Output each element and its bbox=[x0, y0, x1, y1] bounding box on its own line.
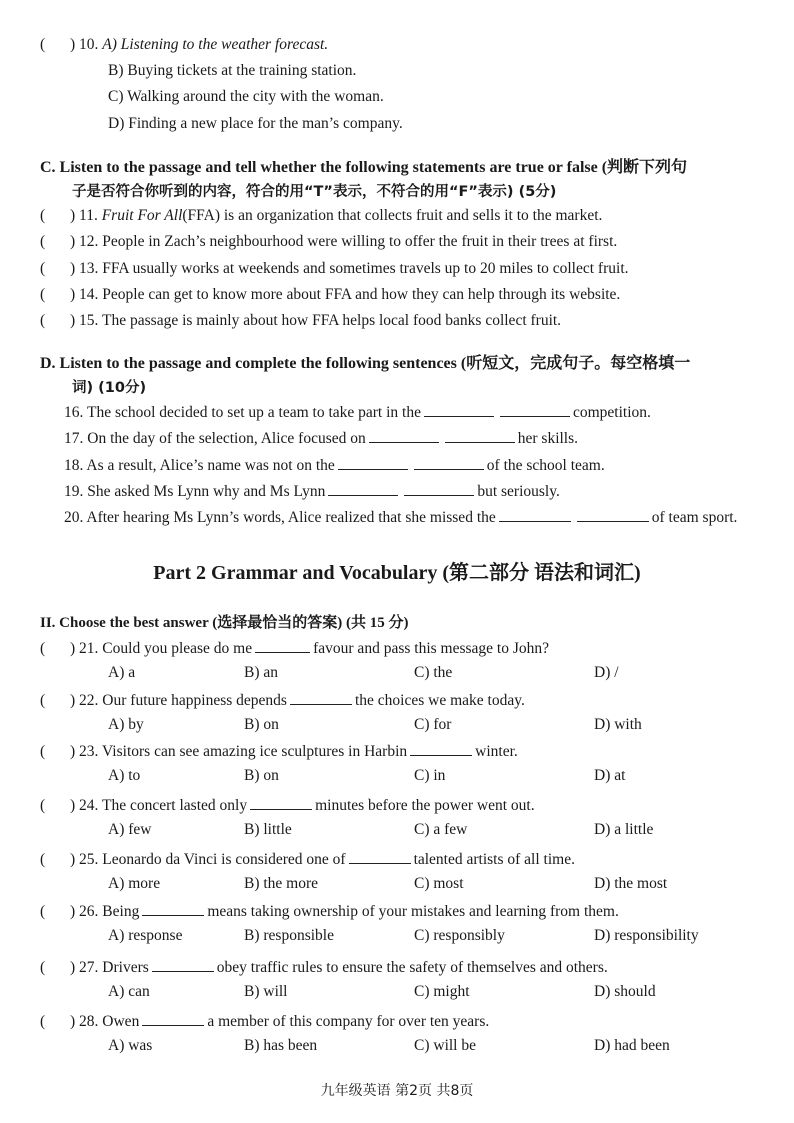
answer-option: D) a little bbox=[594, 821, 654, 838]
answer-option: C) responsibly bbox=[414, 927, 505, 944]
answer-paren[interactable]: ( bbox=[40, 959, 46, 976]
statement-item: ( ) 11. Fruit For All(FFA) is an organization that collects fruit and sells it to the market. bbox=[40, 207, 603, 224]
question-number: ) 27. bbox=[70, 959, 99, 976]
question-number: ) 23. bbox=[70, 743, 99, 760]
answer-paren[interactable]: ( bbox=[40, 743, 46, 760]
question-text: favour and pass this message to John? bbox=[313, 640, 550, 657]
answer-option: B) will bbox=[244, 983, 288, 1000]
answer-option: C) will be bbox=[414, 1037, 476, 1054]
answer-blank[interactable] bbox=[414, 455, 484, 470]
sentence-item: 18. As a result, Alice’s name was not on the of the school team. bbox=[64, 457, 605, 474]
option-b: B) Buying tickets at the training station. bbox=[108, 62, 357, 79]
sentence-item: 16. The school decided to set up a team to take part in the competition. bbox=[64, 404, 651, 421]
question-number: ) 28. bbox=[70, 1013, 99, 1030]
question-text: The concert lasted only bbox=[102, 797, 248, 814]
answer-blank bbox=[152, 957, 214, 972]
question-text: obey traffic rules to ensure the safety of themselves and others. bbox=[216, 959, 608, 976]
section-ii-title: II. Choose the best answer (选择最恰当的答案) (共 15 分) bbox=[40, 615, 409, 631]
question-number: ) 24. bbox=[70, 797, 99, 814]
answer-option: B) on bbox=[244, 716, 279, 733]
answer-blank[interactable] bbox=[445, 428, 515, 443]
answer-paren[interactable]: ( bbox=[40, 640, 46, 657]
answer-option: C) most bbox=[414, 875, 464, 892]
answer-blank bbox=[410, 741, 472, 756]
question-text: talented artists of all time. bbox=[413, 851, 575, 868]
question-text: the choices we make today. bbox=[354, 692, 525, 709]
statement-item: ( ) 14. People can get to know more about FFA and how they can help through its website. bbox=[40, 286, 621, 303]
answer-option: D) the most bbox=[594, 875, 668, 892]
answer-paren[interactable]: ( bbox=[40, 1013, 46, 1030]
answer-option: B) an bbox=[244, 664, 279, 681]
question-stem bbox=[40, 849, 575, 869]
part-2-title: Part 2 Grammar and Vocabulary (第二部分 语法和词汇) bbox=[153, 562, 641, 584]
statement-item: ( ) 15. The passage is mainly about how FFA helps local food banks collect fruit. bbox=[40, 312, 562, 329]
answer-paren[interactable]: ( bbox=[40, 903, 46, 920]
answer-option: A) by bbox=[108, 716, 144, 733]
statement-item: ( ) 12. People in Zach’s neighbourhood were willing to offer the fruit in their trees at first. bbox=[40, 233, 618, 250]
question-text: Leonardo da Vinci is considered one of bbox=[102, 851, 346, 868]
section-d-title: D. Listen to the passage and complete the following sentences (听短文，完成句子。每空格填一 bbox=[40, 355, 691, 372]
sentence-item: 17. On the day of the selection, Alice focused on her skills. bbox=[64, 430, 579, 447]
option-c: C) Walking around the city with the woman. bbox=[108, 88, 384, 105]
question-text: minutes before the power went out. bbox=[315, 797, 535, 814]
answer-option: D) had been bbox=[594, 1037, 670, 1054]
sentence-item: 20. After hearing Ms Lynn’s words, Alice realized that she missed the of team sport. bbox=[64, 509, 738, 526]
answer-option: C) a few bbox=[414, 821, 468, 838]
question-text: a member of this company for over ten years. bbox=[207, 1013, 490, 1030]
question-number: ) 21. bbox=[70, 640, 99, 657]
question-number: ) 22. bbox=[70, 692, 99, 709]
answer-blank[interactable] bbox=[404, 481, 474, 496]
answer-blank bbox=[290, 690, 352, 705]
page-footer: 九年级英语 第2页 共8页 bbox=[320, 1083, 474, 1099]
option-a: A) Listening to the weather forecast. bbox=[102, 36, 329, 53]
answer-option: C) the bbox=[414, 664, 453, 681]
answer-blank bbox=[142, 901, 204, 916]
answer-blank[interactable] bbox=[328, 481, 398, 496]
question-number: ) 26. bbox=[70, 903, 99, 920]
answer-option: B) on bbox=[244, 767, 279, 784]
answer-blank[interactable] bbox=[577, 507, 649, 522]
answer-blank bbox=[250, 795, 312, 810]
question-text: Could you please do me bbox=[102, 640, 253, 657]
answer-option: A) was bbox=[108, 1037, 153, 1054]
answer-option: A) more bbox=[108, 875, 161, 892]
question-number: ) 10. bbox=[70, 36, 99, 53]
question-stem bbox=[40, 1011, 489, 1031]
answer-option: A) can bbox=[108, 983, 150, 1000]
statement-item: ( ) 13. FFA usually works at weekends and sometimes travels up to 20 miles to collect fruit. bbox=[40, 260, 629, 277]
answer-option: B) little bbox=[244, 821, 292, 838]
section-c-title: C. Listen to the passage and tell whether the following statements are true or false (判断下列句 bbox=[40, 159, 688, 176]
answer-option: A) response bbox=[108, 927, 183, 944]
answer-blank bbox=[349, 849, 411, 864]
answer-option: C) might bbox=[414, 983, 470, 1000]
answer-option: A) a bbox=[108, 664, 136, 681]
question-text: winter. bbox=[475, 743, 518, 760]
answer-blank[interactable] bbox=[369, 428, 439, 443]
answer-paren[interactable]: ( bbox=[40, 851, 46, 868]
answer-option: D) should bbox=[594, 983, 656, 1000]
question-stem bbox=[40, 957, 608, 977]
sentence-item: 19. She asked Ms Lynn why and Ms Lynn but seriously. bbox=[64, 483, 560, 500]
question-text: Being bbox=[102, 903, 140, 920]
q10-stem bbox=[40, 36, 328, 54]
answer-option: B) has been bbox=[244, 1037, 318, 1054]
answer-option: A) to bbox=[108, 767, 141, 784]
answer-option: D) with bbox=[594, 716, 642, 733]
question-text: Visitors can see amazing ice sculptures in Harbin bbox=[102, 743, 408, 760]
answer-option: D) responsibility bbox=[594, 927, 699, 944]
answer-blank[interactable] bbox=[338, 455, 408, 470]
answer-blank[interactable] bbox=[499, 507, 571, 522]
answer-blank[interactable] bbox=[424, 402, 494, 417]
answer-blank[interactable] bbox=[500, 402, 570, 417]
question-stem bbox=[40, 901, 619, 921]
question-text: means taking ownership of your mistakes and learning from them. bbox=[207, 903, 619, 920]
answer-paren[interactable]: ( bbox=[40, 797, 46, 814]
answer-blank bbox=[142, 1011, 204, 1026]
answer-option: B) the more bbox=[244, 875, 319, 892]
question-stem bbox=[40, 690, 525, 710]
answer-paren: ( bbox=[40, 36, 46, 53]
answer-option: B) responsible bbox=[244, 927, 334, 944]
question-text: Our future happiness depends bbox=[102, 692, 287, 709]
answer-option: D) / bbox=[594, 664, 619, 681]
question-text: Drivers bbox=[102, 959, 149, 976]
answer-blank bbox=[255, 638, 310, 653]
answer-paren[interactable]: ( bbox=[40, 692, 46, 709]
question-stem bbox=[40, 795, 535, 815]
question-number: ) 25. bbox=[70, 851, 99, 868]
answer-option: C) for bbox=[414, 716, 452, 733]
option-d: D) Finding a new place for the man’s company. bbox=[108, 115, 403, 132]
answer-option: D) at bbox=[594, 767, 626, 784]
question-stem bbox=[40, 638, 549, 658]
question-text: Owen bbox=[102, 1013, 140, 1030]
section-d-title-cont: 词) (10分) bbox=[72, 380, 147, 396]
answer-option: A) few bbox=[108, 821, 152, 838]
question-stem bbox=[40, 741, 518, 761]
section-c-title-cont: 子是否符合你听到的内容，符合的用“T”表示，不符合的用“F”表示) (5分) bbox=[72, 184, 557, 200]
answer-option: C) in bbox=[414, 767, 446, 784]
